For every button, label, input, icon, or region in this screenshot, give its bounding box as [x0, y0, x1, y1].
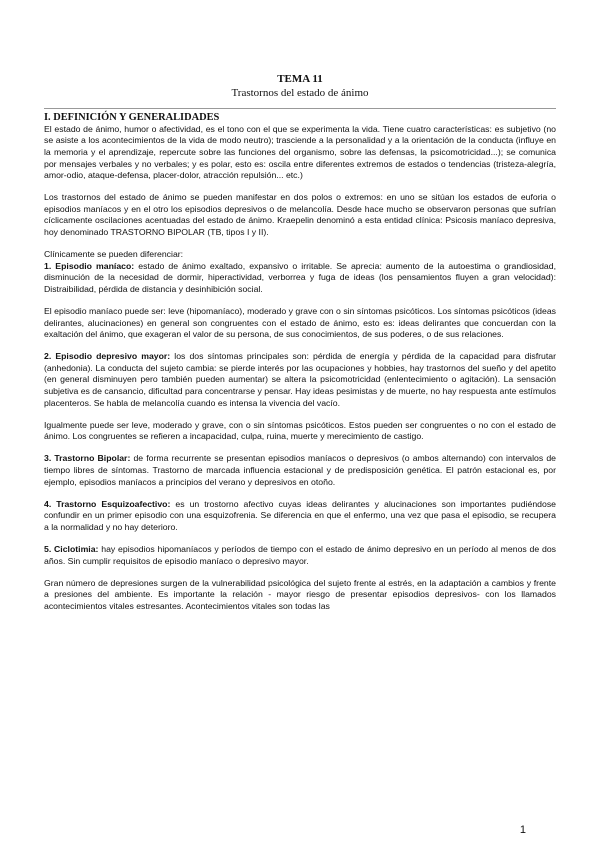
cyclothymia-text: hay episodios hipomaníacos y períodos de tiempo con el estado de ánimo depresivo en un período al menos de dos años. Sin cumplir requisitos de episodio maníaco o depresivo mayor. — [44, 544, 557, 566]
document-title: TEMA 11 — [277, 73, 323, 85]
cyclothymia-label: 5. Ciclotimia: — [44, 544, 99, 555]
paragraph-manic-episode — [44, 261, 556, 296]
page-number: 1 — [519, 824, 526, 836]
paragraph-cyclothymia — [44, 544, 556, 567]
paragraph-manic-severity: El episodio maníaco puede ser: leve (hipomaníaco), moderado y grave con o sin síntomas psicóticos. Los síntomas psicóticos (ideas delirantes, alucinaciones) en general son congruentes con el estado de ánimo, esto es: ideas delirantes que concuerdan con la exaltación del ánimo, que exageran el valor de su persona, de sus conocimientos, de sus poderes, o de sus relaciones. — [44, 306, 556, 340]
manic-episode-label: 1. Episodio maníaco: — [44, 260, 135, 271]
document-subtitle: Trastornos del estado de ánimo — [231, 87, 369, 99]
paragraph-schizoaffective — [44, 499, 556, 534]
paragraph-stress-vulnerability: Gran número de depresiones surgen de la vulnerabilidad psicológica del sujeto frente al estrés, en la adaptación a cambios y frente a presiones del ambiente. Es importante la relación - mayor riesgo de presentar episodios depresivos- con los llamados acontecimientos vitales estresantes. Acontecimientos vitales son todas las — [44, 577, 556, 611]
paragraph-bipolar — [44, 453, 556, 488]
paragraph-depressive-episode — [44, 351, 556, 409]
header-divider — [44, 108, 556, 109]
paragraph-depressive-severity: Igualmente puede ser leve, moderado y grave, con o sin síntomas psicóticos. Estos pueden ser congruentes o no con el estado de ánimo. Los congruentes se refieren a incapacidad, culpa, ruina, muerte y merecimiento de castigo. — [44, 419, 556, 442]
depressive-episode-text: los dos síntomas principales son: pérdida de energía y pérdida de la capacidad para disfrutar (anhedonia). La conducta del sujeto cambia: se pierde interés por las ocupaciones y hobbies, hay trastornos del sueño y del apetito (en general disminuyen pero también pueden aumentar) se altera la psicomotricidad (enlentecimiento o agitación). La sensación subjetiva es de cansancio, dificultad para concentrarse y pensar. Hay ideas pesimistas y de muerte, no hay respuesta ante estímulos placenteros. Se habla de melancolía cuando es intensa la vivencia del vacío. — [44, 351, 556, 408]
schizoaffective-label: 4. Trastorno Esquizoafectivo: — [44, 498, 171, 509]
paragraph-definition: El estado de ánimo, humor o afectividad, es el tono con el que se experimenta la vida. Tiene cuatro características: es subjetivo (no se asiste a los acontecimientos de la vida de modo neutro); trasciende a la personalidad y a la orientación de la conducta (influye en la memoria y el aprendizaje, repercute sobre las funciones del organismo, sobre las defensas, la psicomotricidad...); se comunica por mensajes verbales y no verbales; y es polar, esto es: oscila entre diferentes extremos de estados o tendencias (tristeza-alegría, amor-odio, ataque-defensa, placer-dolor, atracción repulsión... etc.) — [44, 123, 556, 181]
section-heading: I. DEFINICIÓN Y GENERALIDADES — [44, 112, 220, 123]
bipolar-text: de forma recurrente se presentan episodios maníacos o depresivos (o ambos alternando) con intervalos de tiempo libres de síntomas. Trastorno de marcada influencia estacional y de predisposición genética. El patrón estacional es, por ejemplo, episodios maníacos a principios del verano y depresivos en otoño. — [44, 453, 556, 487]
paragraph-poles: Los trastornos del estado de ánimo se pueden manifestar en dos polos o extremos: en uno se sitúan los estados de euforia o episodios maníacos y en el otro los episodios depresivos o de melancolía. Desde hace mucho se observaron personas que sufrían cíclicamente oscilaciones acentuadas del estado de ánimo. Kraepelin denominó a esta entidad clínica: Psicosis maníaco depresiva, hoy denominado TRASTORNO BIPOLAR (TB, tipos I y II). — [44, 192, 556, 238]
paragraph-intro-list: Clínicamente se pueden diferenciar: — [44, 249, 184, 260]
manic-episode-text: estado de ánimo exaltado, expansivo o irritable. Se aprecia: aumento de la autoestima o grandiosidad, disminución de la necesidad de dormir, hiperactividad, verborrea y fuga de ideas (los pensamientos fluyen a gran velocidad): Distraibilidad, pérdida de distancia y desinhibición social. — [44, 260, 556, 294]
document-page — [44, 72, 556, 623]
depressive-episode-label: 2. Episodio depresivo mayor: — [44, 351, 171, 362]
schizoaffective-text: es un trostorno afectivo cuyas ideas delirantes y alucinaciones son importantes pudiéndose confundir en un primer episodio con una esquizofrenia. Se diferencia en que el enfermo, una vez que pasa el episodio, se recupera a la normalidad y no hay deterioro. — [44, 498, 557, 532]
bipolar-label: 3. Trastorno Bipolar: — [44, 453, 131, 464]
